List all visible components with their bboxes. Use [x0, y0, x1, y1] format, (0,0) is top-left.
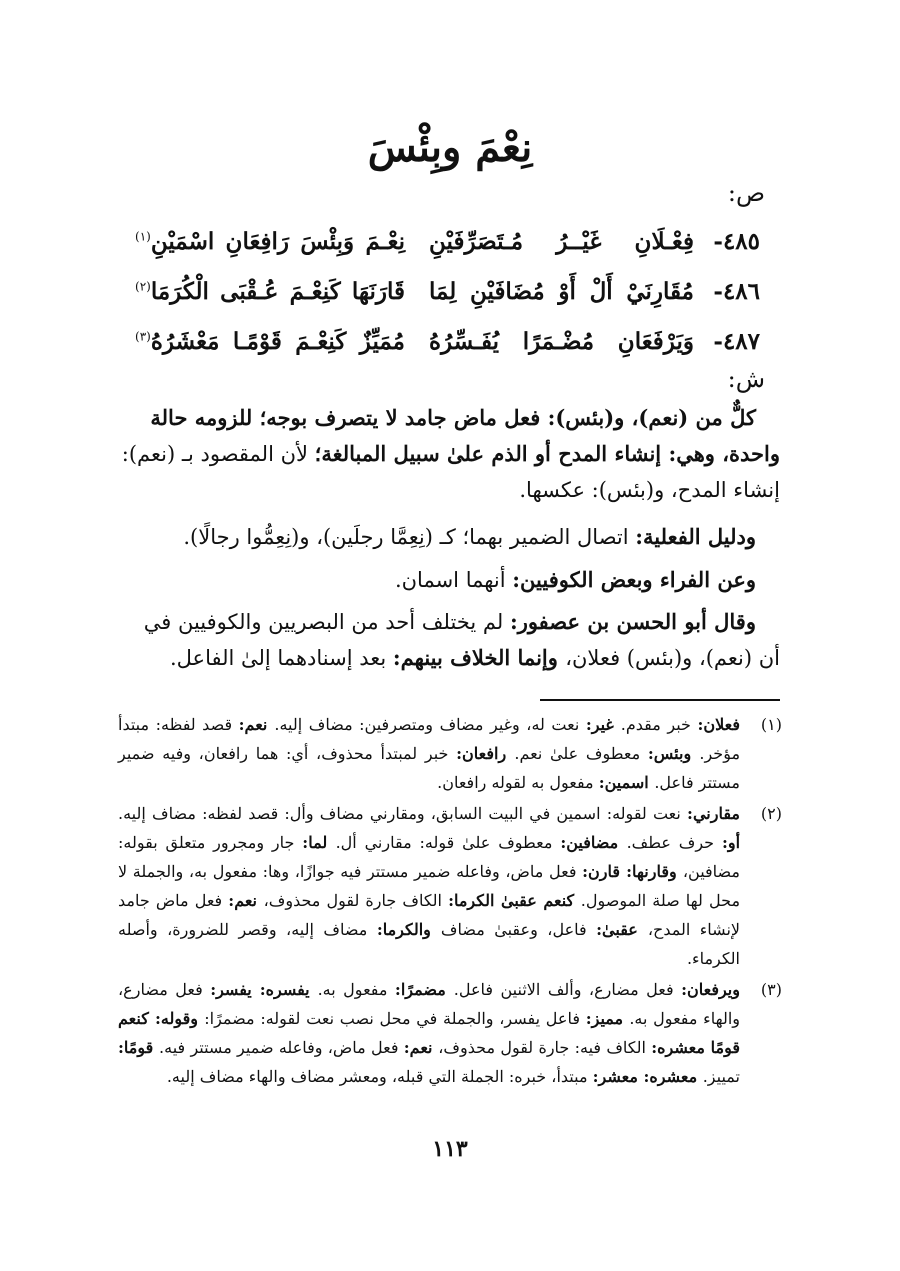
verse-hemistich-second [135, 328, 405, 355]
footnote-text: فاعل يفسر، والجملة في محل نصب نعت لقوله: مضمرًا: [204, 1009, 586, 1028]
footnote-term: نعم: [238, 715, 275, 734]
footnote-term: ويرفعان: [681, 980, 740, 999]
chapter-title: نِعْمَ وبِئْسَ [367, 124, 533, 171]
plain-text: لم يختلف أحد من البصريين والكوفيين في أن (نعم)، و(بئس) فعلان، [143, 610, 780, 670]
footnote-1 [118, 710, 782, 797]
footnote-text: خبر مقدم. [620, 715, 698, 734]
footnote-term: مميز: [585, 1009, 630, 1028]
commentary-paragraph [120, 519, 780, 555]
footnote-text: فعل مضارع، وألف الاثنين فاعل. [453, 980, 682, 999]
footnote-text: تمييز. [702, 1067, 740, 1086]
hemistich-text: مُمَيِّزٌ كَنِعْـمَ قَوْمًـا مَعْشَرُهُ [150, 327, 405, 355]
footnote-text: جار ومجرور متعلق بقوله: مضافين، [118, 833, 740, 881]
commentary-paragraph [120, 400, 780, 508]
footnote-term: فعلان: [697, 715, 741, 734]
footnote-term: لما: [302, 833, 336, 852]
footnote-marker: (٢) [135, 278, 151, 293]
footnote-term: نعم: [403, 1038, 439, 1057]
bold-text: وعن الفراء وبعض الكوفيين: [512, 567, 756, 592]
footnote-body [118, 975, 740, 1091]
footnote-number: (١) [760, 715, 782, 734]
footnote-term: والكرما: [376, 920, 441, 939]
plain-text: أنهما اسمان. [394, 568, 513, 592]
verse-hemistich-second [135, 228, 405, 255]
footnote-text: فاعل، وعقبىٰ مضاف [440, 920, 597, 939]
footnote-text: مفعول به لقوله رافعان. [437, 773, 599, 792]
bold-text: وقال أبو الحسن بن عصفور: [509, 609, 756, 634]
footnote-text: فعل مضارع، والهاء مفعول به. [118, 980, 741, 1028]
footnote-text: فعل ماض جامد لإنشاء المدح، [118, 891, 741, 939]
commentary-label: ش: [727, 365, 765, 393]
commentary-paragraph [120, 562, 780, 598]
footnote-text: مضاف إليه، وقصر للضرورة، وأصله الكرماء. [118, 920, 740, 968]
footnote-term: وقارنها: قارن: [582, 862, 683, 881]
footnote-text: خبر لمبتدأ محذوف، أي: هما رافعان، وفيه ضمير مستتر فاعل. [118, 744, 740, 792]
footnote-term: يفسره: يفسر: [210, 980, 318, 999]
hemistich-text: نِعْـمَ وَبِئْسَ رَافِعَانِ اسْمَيْنِ [150, 227, 405, 255]
footnote-term: قومًا: [118, 1038, 160, 1057]
footnote-term: رافعان: [456, 744, 515, 763]
footnote-text: الكاف جارة لقول محذوف، [263, 891, 449, 910]
footnote-divider [540, 699, 780, 701]
verse-number: ٤٨٥- [713, 227, 760, 255]
verse-hemistich-first: وَيَرْفَعَانِ مُضْـمَرًا يُفَـسِّرُهُ [429, 327, 694, 355]
footnote-term: أو: [721, 833, 741, 852]
hemistich-text: قَارَنَهَا كَنِعْـمَ عُـقْبَى الْكُرَمَا [150, 277, 405, 305]
footnote-term: معشره: معشر: [592, 1067, 703, 1086]
footnote-number: (٣) [760, 980, 782, 999]
footnote-text: مفعول به. [317, 980, 395, 999]
verse-486 [135, 268, 760, 314]
bold-text: وإنما الخلاف بينهم: [392, 645, 566, 670]
footnote-body [118, 710, 740, 797]
footnote-term: وبئس: [647, 744, 700, 763]
verse-hemistich-first: مُقَارِنَيْ أَلْ أَوْ مُضَافَيْنِ لِمَا [429, 277, 694, 305]
verse-number: ٤٨٧- [713, 327, 760, 355]
page-number: ١١٣ [432, 1136, 468, 1162]
footnote-text: معطوف علىٰ نعم. [514, 744, 648, 763]
footnote-term: اسمين: [598, 773, 655, 792]
footnote-3 [118, 975, 782, 1091]
footnote-marker: (٣) [135, 328, 151, 343]
verse-487 [135, 318, 760, 364]
verse-hemistich-second [135, 278, 405, 305]
footnote-term: مقارني: [687, 804, 740, 823]
footnote-term: مضافين: [560, 833, 627, 852]
verse-hemistich-first: فِعْـلَانِ غَيْــرُ مُـتَصَرِّفَيْنِ [429, 227, 694, 255]
footnote-text: نعت له، وغير مضاف ومتصرفين: مضاف إليه. [274, 715, 586, 734]
plain-text: اتصال الضمير بهما؛ كـ (نِعِمَّا رجلَين)، و(نِعِمُّوا رجالًا). [183, 525, 636, 549]
footnote-text: معطوف علىٰ قوله: مقارني أل. [335, 833, 561, 852]
footnote-text: قصد لفظه: مبتدأ مؤخر. [118, 715, 741, 763]
plain-text: بعد إسنادهما إلىٰ الفاعل. [169, 646, 393, 670]
verse-number: ٤٨٦- [713, 277, 760, 305]
footnote-term: وقوله: كنعم قومًا معشره: [118, 1009, 741, 1057]
bold-text: كلٌّ من (نعم)، و(بئس): فعل ماض جامد لا يتصرف بوجه؛ للزومه حالة واحدة، وهي: إنشاء المدح أو الذم علىٰ سبيل المبالغة؛ [150, 405, 780, 466]
bold-text: ودليل الفعلية: [635, 524, 756, 549]
footnote-text: حرف عطف. [626, 833, 722, 852]
footnote-term: غير: [585, 715, 621, 734]
footnote-text: فعل ماض، وفاعله ضمير مستتر فيه جوازًا، وها: مفعول به، والجملة لا محل لها صلة الموصول. [118, 862, 741, 910]
commentary-paragraph [120, 604, 780, 676]
footnote-term: مضمرًا: [394, 980, 454, 999]
footnote-text: فعل ماض، وفاعله ضمير مستتر فيه. [159, 1038, 404, 1057]
footnote-2 [118, 799, 782, 973]
footnote-marker: (١) [135, 228, 151, 243]
footnotes [118, 710, 782, 1093]
footnote-text: الكاف فيه: جارة لقول محذوف، [438, 1038, 652, 1057]
footnote-text: مبتدأ، خبره: الجملة التي قبله، ومعشر مضاف والهاء مضاف إليه. [166, 1067, 593, 1086]
footnote-body [118, 799, 740, 973]
footnote-term: عقبىٰ: [596, 920, 648, 939]
footnote-text: نعت لقوله: اسمين في البيت السابق، ومقارني مضاف وأل: قصد لفظه: مضاف إليه. [118, 804, 688, 823]
verse-485 [135, 218, 760, 264]
footnote-term: كنعم عقبىٰ الكرما: [448, 891, 581, 910]
footnote-number: (٢) [760, 804, 782, 823]
plain-text: لأن المقصود بـ (نعم): إنشاء المدح، و(بئس): عكسها. [121, 442, 780, 502]
footnote-term: نعم: [228, 891, 264, 910]
verse-label: ص: [727, 179, 765, 207]
